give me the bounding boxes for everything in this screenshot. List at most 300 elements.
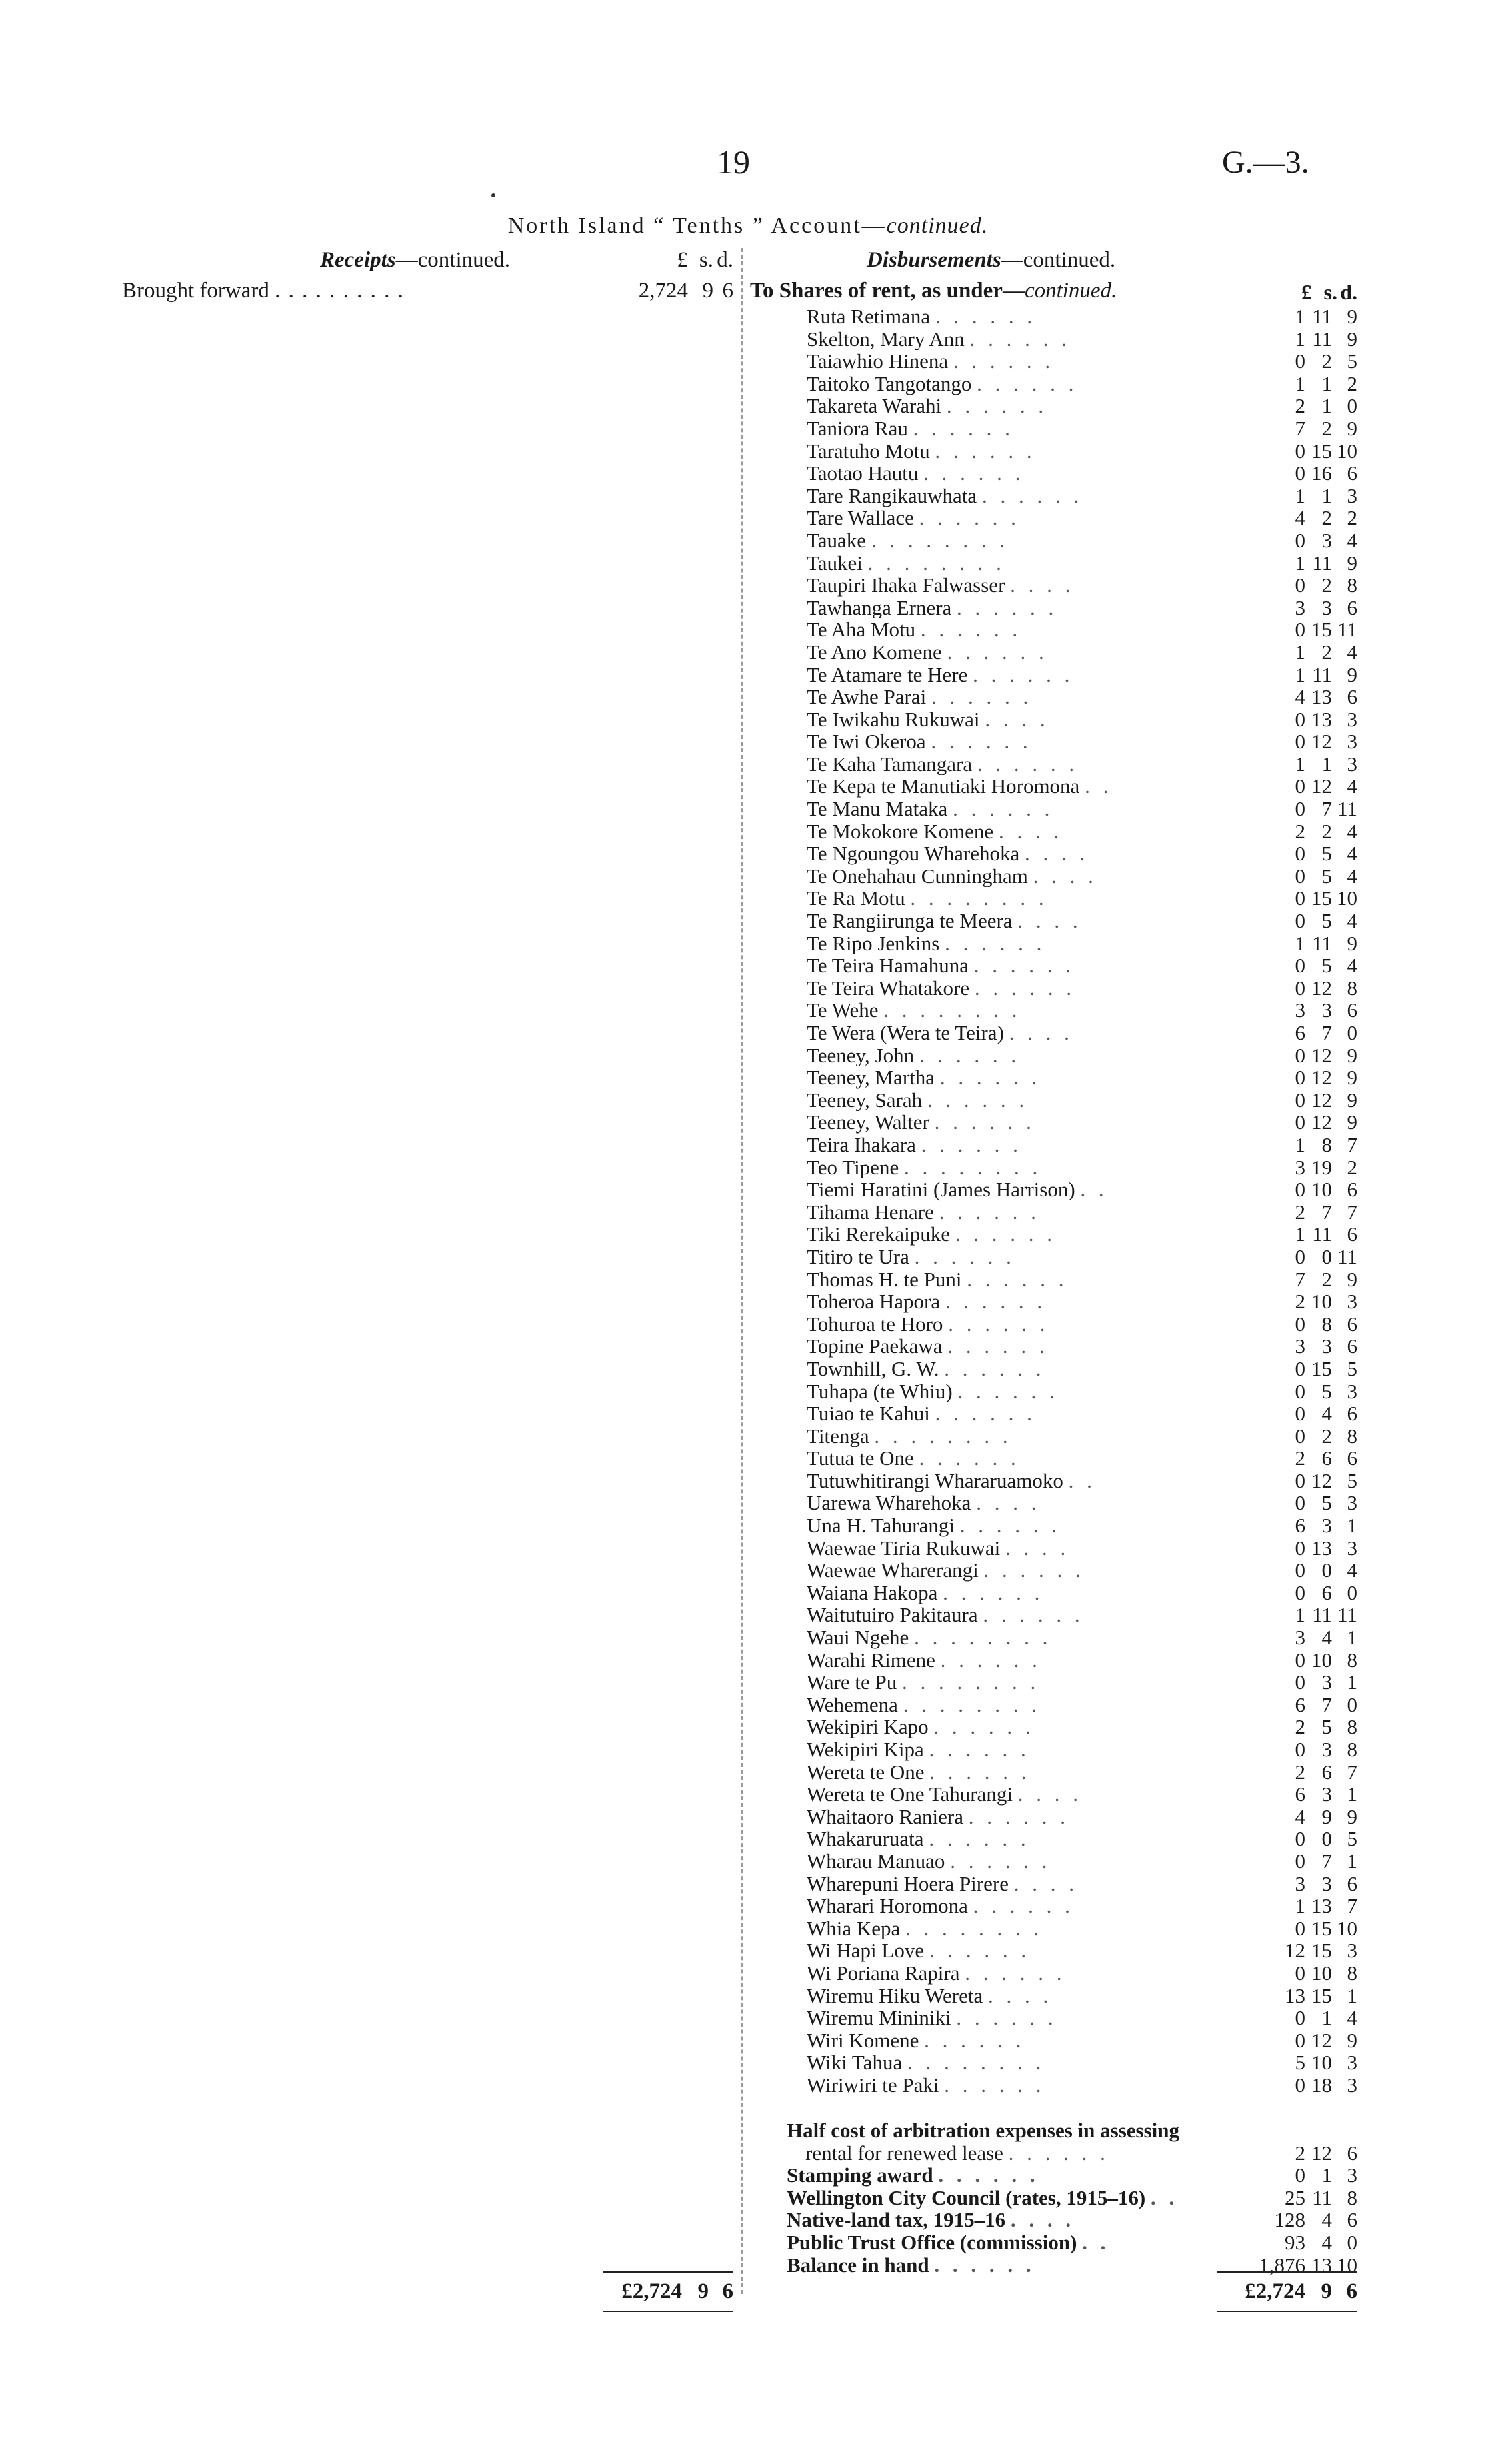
- amount-shillings: 9: [1321, 1804, 1332, 1828]
- amount: [1231, 1626, 1357, 1649]
- table-row: [807, 1761, 1357, 1784]
- payee-name: [807, 910, 1231, 932]
- payee-name: [807, 999, 1231, 1022]
- amount: [1231, 1178, 1357, 1201]
- table-row: [807, 798, 1357, 820]
- disbursements-heading-label: Disbursements: [867, 248, 1001, 272]
- amount: [1231, 842, 1357, 865]
- payee-name-text: Skelton, Mary Ann: [807, 327, 965, 351]
- leader-dots: . . . . . .: [934, 2253, 1035, 2277]
- payee-name-text: Te Iwikahu Rukuwai: [807, 708, 980, 731]
- payee-name-text: Taukei: [807, 551, 863, 575]
- amount: [1231, 1268, 1357, 1291]
- payee-name-text: Townhill, G. W.: [807, 1357, 939, 1380]
- table-row: [787, 2254, 1357, 2277]
- amount-pence: 1: [1347, 1670, 1357, 1694]
- amount-pence: 3: [1347, 1491, 1357, 1515]
- amount-pounds: 1: [1295, 1222, 1305, 1246]
- amount-shillings: 15: [1311, 1983, 1332, 2007]
- amount-shillings: 5: [1321, 842, 1332, 866]
- amount: [1231, 2051, 1357, 2074]
- amount-pence: 6: [1347, 1446, 1357, 1470]
- amount: [1231, 507, 1357, 529]
- payee-name-text: Teira Ihakara: [807, 1133, 916, 1156]
- table-row: [807, 1089, 1357, 1112]
- amount-shillings: 11: [1312, 1222, 1332, 1246]
- leader-dots: . . . . . .: [913, 417, 1014, 440]
- page-title: [0, 213, 1496, 239]
- leader-dots: . .: [1080, 1178, 1108, 1201]
- leader-dots: . . . . . .: [947, 1335, 1049, 1358]
- amount: [1231, 350, 1357, 373]
- amount-pence: 4: [1347, 774, 1357, 798]
- amount-pounds: 0: [1295, 864, 1305, 888]
- amount-pounds: 0: [1295, 1491, 1305, 1515]
- payee-name: [807, 2029, 1231, 2052]
- leader-dots: . . . . . .: [935, 439, 1036, 463]
- payee-name-text: Balance in hand: [787, 2253, 929, 2277]
- payee-name-text: Tawhanga Ernera: [807, 596, 952, 619]
- payee-name-text: Te Atamare te Here: [807, 663, 968, 686]
- leader-dots: . .: [1150, 2186, 1179, 2209]
- table-row: [807, 932, 1357, 955]
- payee-name-text: Whia Kepa: [807, 1917, 901, 1940]
- amount-pounds: 3: [1295, 595, 1305, 619]
- amount-pounds: 0: [1295, 1244, 1305, 1268]
- leader-dots: . . . . . .: [967, 1268, 1068, 1291]
- payee-name: [807, 1895, 1231, 1917]
- payee-name: [807, 1828, 1231, 1850]
- amount-pounds: 0: [1295, 2163, 1305, 2187]
- table-row: [807, 574, 1357, 597]
- table-row: [807, 1358, 1357, 1380]
- amount-pence: 3: [1347, 1379, 1357, 1403]
- leader-dots: . . . . . .: [983, 1604, 1084, 1627]
- leader-dots: . . . . . .: [977, 752, 1079, 776]
- amount-pounds: 0: [1295, 1110, 1305, 1134]
- amount: [1231, 1559, 1357, 1582]
- payee-name: [807, 730, 1231, 753]
- payee-name: [787, 2231, 1231, 2254]
- payee-name-text: Teeney, Sarah: [807, 1088, 923, 1112]
- table-row: [807, 1066, 1357, 1089]
- amount-shillings: 12: [1311, 774, 1332, 798]
- leader-dots: . . . . . .: [953, 798, 1054, 820]
- leader-dots: . . . . . .: [927, 1088, 1029, 1112]
- amount-pounds: 3: [1295, 1334, 1305, 1358]
- amount-pounds: 0: [1295, 1066, 1305, 1090]
- amount-pence: 0: [1347, 1580, 1357, 1604]
- disbursements-heading-continued: —continued.: [1001, 248, 1116, 272]
- payee-name: [807, 305, 1231, 328]
- amount-shillings: 15: [1311, 1356, 1332, 1380]
- amount: [1231, 1514, 1357, 1537]
- amount-shillings: 12: [1311, 1468, 1332, 1492]
- amount-pounds: 7: [1295, 416, 1305, 440]
- payee-name: [807, 1089, 1231, 1112]
- table-row: [807, 1156, 1357, 1179]
- leader-dots: . . . . . .: [921, 1133, 1022, 1156]
- amount-shillings: 2: [1321, 416, 1332, 440]
- payee-name-text: Una H. Tahurangi: [807, 1514, 955, 1537]
- payee-name-text: Titiro te Ura: [807, 1245, 909, 1268]
- amount-pence: [1332, 2119, 1357, 2142]
- amount-shillings: 3: [1321, 1871, 1332, 1895]
- payee-name-text: Tauake: [807, 529, 867, 552]
- amount-pence: 3: [1347, 707, 1357, 731]
- leader-dots: . . . . . .: [939, 1200, 1040, 1224]
- amount-pence: 3: [1347, 1939, 1357, 1963]
- leader-dots: . . . . . .: [929, 1760, 1031, 1784]
- amount: [1231, 1873, 1357, 1895]
- amount-shillings: 10: [1311, 1290, 1332, 1314]
- payee-name-text: Te Teira Hamahuna: [807, 954, 969, 977]
- amount: [1231, 1201, 1357, 1224]
- amount-pounds: 1: [1295, 551, 1305, 575]
- leader-dots: . . . .: [1010, 574, 1075, 597]
- amount-shillings: 3: [1321, 595, 1332, 619]
- payee-name-text: Warahi Rimene: [807, 1648, 935, 1672]
- shares-list: [807, 305, 1357, 2097]
- payee-name: [807, 1223, 1231, 1246]
- amount-pence: 4: [1347, 819, 1357, 843]
- leader-dots: . . . . . .: [935, 1402, 1036, 1425]
- leader-dots: . . . . . .: [1008, 2141, 1109, 2165]
- payee-name-text: Te Mokokore Komene: [807, 820, 994, 843]
- amount-pence: 10: [1337, 1916, 1357, 1940]
- amount-pounds: 3: [1295, 1626, 1305, 1650]
- amount-shillings: [1305, 2119, 1332, 2142]
- amount-shillings: 2: [1321, 819, 1332, 843]
- amount: [1231, 485, 1357, 507]
- payee-name: [807, 552, 1231, 575]
- amount-pounds: 6: [1295, 1782, 1305, 1806]
- amount-pence: 9: [1347, 1043, 1357, 1067]
- payee-name-text: Wiki Tahua: [807, 2051, 903, 2074]
- payee-name: [807, 2051, 1231, 2074]
- amount-shillings: 5: [1321, 1715, 1332, 1739]
- payee-name: [807, 1044, 1231, 1067]
- amount: [1231, 1939, 1357, 1962]
- payee-name-text: Native-land tax, 1915–16: [787, 2209, 1006, 2231]
- payee-name: [807, 1358, 1231, 1380]
- payee-name-text: Te Ano Komene: [807, 640, 942, 664]
- payee-name-text: Wiri Komene: [807, 2029, 919, 2052]
- table-row: [807, 1514, 1357, 1537]
- amount: [1231, 2074, 1357, 2097]
- amount-pence: 8: [1347, 1738, 1357, 1761]
- amount-pence: 6: [1347, 1402, 1357, 1426]
- payee-name-text: Teeney, Walter: [807, 1111, 929, 1134]
- payee-name-text: Uarewa Wharehoka: [807, 1492, 971, 1515]
- receipts-col-pence: d.: [717, 248, 733, 272]
- leader-dots: . . . . . .: [934, 1111, 1035, 1134]
- payee-name: [787, 2119, 1231, 2142]
- amount-pence: 6: [1347, 2141, 1357, 2165]
- expenses-list: [787, 2119, 1357, 2276]
- leader-dots: . .: [1068, 1469, 1096, 1492]
- table-row: [807, 1425, 1357, 1448]
- amount-shillings: 4: [1321, 2230, 1332, 2254]
- payee-name-text: Taiawhio Hinena: [807, 350, 949, 373]
- payee-name: [807, 798, 1231, 820]
- payee-name-text: Toheroa Hapora: [807, 1290, 941, 1313]
- amount: [1231, 1895, 1357, 1917]
- amount-pence: 8: [1347, 573, 1357, 597]
- amount: [1231, 2164, 1357, 2187]
- table-row: [807, 1178, 1357, 1201]
- amount-shillings: 13: [1311, 685, 1332, 709]
- amount-pence: 6: [1347, 1222, 1357, 1246]
- brought-forward-amount: [620, 279, 733, 303]
- amount-pounds: 93: [1285, 2230, 1305, 2254]
- payee-name-text: Te Ripo Jenkins: [807, 932, 940, 955]
- table-row: [807, 462, 1357, 485]
- payee-name-text: Takareta Warahi: [807, 395, 942, 417]
- amount: [1231, 1716, 1357, 1738]
- amount-pounds: 1: [1295, 305, 1305, 328]
- amount-pounds: 0: [1295, 1312, 1305, 1336]
- amount-shillings: 11: [1312, 931, 1332, 955]
- amount-pounds: 4: [1295, 1804, 1305, 1828]
- payee-name: [807, 1022, 1231, 1044]
- payee-name-text: Wekipiri Kipa: [807, 1738, 924, 1761]
- amount-pence: 8: [1347, 1715, 1357, 1739]
- payee-name: [807, 1156, 1231, 1179]
- payee-name: [807, 328, 1231, 351]
- disbursements-col-pounds: £: [1301, 280, 1312, 304]
- amount: [1231, 999, 1357, 1022]
- payee-name-text: Wharepuni Hoera Pirere: [807, 1872, 1009, 1895]
- payee-name: [807, 462, 1231, 485]
- amount-shillings: 10: [1311, 1648, 1332, 1672]
- amount-pence: 5: [1347, 1356, 1357, 1380]
- amount: [1231, 641, 1357, 664]
- payee-name-text: Wi Poriana Rapira: [807, 1961, 960, 1985]
- table-row: [807, 1447, 1357, 1470]
- amount-shillings: 6: [1321, 1446, 1332, 1470]
- amount: [1231, 2142, 1357, 2165]
- amount-pence: 2: [1347, 506, 1357, 530]
- payee-name: [807, 2007, 1231, 2029]
- payee-name: [807, 1492, 1231, 1514]
- leader-dots: . . . .: [998, 820, 1063, 843]
- disbursements-column-headers: [1237, 280, 1357, 305]
- payee-name: [807, 1268, 1231, 1291]
- amount-shillings: 15: [1311, 886, 1332, 910]
- amount-pounds: 0: [1295, 797, 1305, 821]
- payee-name-text: Te Kaha Tamangara: [807, 752, 973, 776]
- amount-shillings: 7: [1321, 1692, 1332, 1716]
- amount-shillings: 2: [1321, 506, 1332, 530]
- receipts-col-shillings: s.: [699, 248, 713, 272]
- payee-name: [807, 1939, 1231, 1962]
- table-row: [787, 2209, 1357, 2231]
- amount-pounds: 0: [1295, 886, 1305, 910]
- amount: [1231, 305, 1357, 328]
- amount-pence: 5: [1347, 349, 1357, 373]
- receipts-total-rule: [603, 2271, 733, 2273]
- table-row: [807, 529, 1357, 552]
- amount-pounds: 0: [1295, 774, 1305, 798]
- leader-dots: . . . .: [976, 1492, 1041, 1515]
- amount-shillings: 2: [1321, 1267, 1332, 1291]
- leader-dots: . . . . . .: [974, 976, 1076, 1000]
- payee-name-text: Te Ra Motu: [807, 887, 905, 910]
- amount: [1231, 753, 1357, 776]
- amount: [1231, 328, 1357, 351]
- amount-pounds: 1: [1295, 931, 1305, 955]
- document-reference: G.—3.: [1222, 145, 1309, 180]
- payee-name: [807, 1850, 1231, 1873]
- table-row: [807, 1380, 1357, 1403]
- payee-name-text: Half cost of arbitration expenses in assessing: [787, 2119, 1179, 2142]
- table-row: [787, 2142, 1357, 2165]
- amount-shillings: 5: [1321, 909, 1332, 933]
- leader-dots: . . . . . .: [935, 305, 1037, 328]
- amount-pence: 6: [1347, 2208, 1357, 2232]
- payee-name-text: Te Awhe Parai: [807, 686, 927, 708]
- disbursements-total-rule: [1217, 2271, 1357, 2273]
- amount-pounds: 3: [1295, 998, 1305, 1022]
- amount-pounds: 4: [1295, 506, 1305, 530]
- amount-pence: 0: [1347, 394, 1357, 418]
- disbursements-col-pence: d.: [1340, 280, 1357, 304]
- amount: [1231, 1694, 1357, 1716]
- amount: [1231, 932, 1357, 955]
- payee-name: [807, 1290, 1231, 1313]
- amount-pounds: 2: [1295, 1200, 1305, 1224]
- payee-name-text: Te Kepa te Manutiaki Horomona: [807, 775, 1080, 798]
- table-row: [807, 910, 1357, 932]
- amount-shillings: 7: [1321, 1849, 1332, 1873]
- table-row: [807, 954, 1357, 977]
- amount-pence: 1: [1347, 1782, 1357, 1806]
- amount-pence: 6: [722, 279, 733, 303]
- payee-name-text: Wekipiri Kapo: [807, 1716, 929, 1738]
- payee-name-text: Waui Ngehe: [807, 1626, 909, 1649]
- leader-dots: . . . . . .: [929, 1738, 1030, 1761]
- amount-pence: 9: [1347, 551, 1357, 575]
- payee-name: [807, 708, 1231, 731]
- amount-shillings: 11: [1312, 2185, 1332, 2209]
- leader-dots: . . . . . .: [973, 663, 1074, 686]
- amount: [1231, 395, 1357, 417]
- leader-dots: . . . .: [988, 1984, 1053, 2007]
- table-row: [807, 485, 1357, 507]
- amount-pounds: 2: [1295, 1715, 1305, 1739]
- table-row: [807, 999, 1357, 1022]
- amount-shillings: 3: [1321, 1670, 1332, 1694]
- payee-name: [807, 820, 1231, 843]
- amount-pounds: 0: [1295, 1424, 1305, 1448]
- amount-pounds: 0: [1295, 954, 1305, 978]
- table-row: [807, 1828, 1357, 1850]
- table-row: [807, 618, 1357, 641]
- payee-name-text: Stamping award: [787, 2164, 933, 2187]
- amount-pounds: 0: [1295, 2006, 1305, 2030]
- payee-name-text: Waewae Tiria Rukuwai: [807, 1536, 1001, 1560]
- amount-shillings: 4: [1321, 1402, 1332, 1426]
- payee-name: [807, 1111, 1231, 1134]
- amount-pounds: 0: [1295, 618, 1305, 642]
- leader-dots: . . . . . . . .: [874, 1424, 1012, 1448]
- payee-name-text: Te Rangiirunga te Meera: [807, 910, 1013, 932]
- payee-name-text: Wi Hapi Love: [807, 1939, 925, 1962]
- amount-pounds: 0: [1295, 1961, 1305, 1985]
- receipts-total-double-rule: [603, 2311, 733, 2317]
- payee-name: [807, 1671, 1231, 1694]
- payee-name-text: Te Iwi Okeroa: [807, 730, 926, 753]
- amount: [1231, 708, 1357, 731]
- amount: [1231, 1447, 1357, 1470]
- amount-shillings: 2: [1321, 349, 1332, 373]
- amount-shillings: 13: [1311, 1894, 1332, 1918]
- amount-pence: 9: [1347, 327, 1357, 351]
- table-row: [807, 753, 1357, 776]
- amount-pence: 3: [1347, 2163, 1357, 2187]
- amount: [1231, 887, 1357, 910]
- leader-dots: . . . . . . . .: [903, 1693, 1041, 1716]
- amount-pence: 7: [1347, 1894, 1357, 1918]
- table-row: [807, 2051, 1357, 2074]
- table-row: [807, 1985, 1357, 2007]
- leader-dots: . . . . . . . .: [867, 551, 1005, 575]
- payee-name-text: Tare Rangikauwhata: [807, 484, 977, 507]
- amount-pounds: 1: [1295, 371, 1305, 395]
- amount-pence: 8: [1347, 1648, 1357, 1672]
- amount-pounds: 2: [1295, 1760, 1305, 1784]
- payee-name-text: Waewae Wharerangi: [807, 1559, 979, 1582]
- payee-name-text: Wharari Horomona: [807, 1895, 968, 1917]
- payee-name: [807, 664, 1231, 686]
- table-row: [807, 1716, 1357, 1738]
- leader-dots: . . . . . .: [955, 1223, 1056, 1246]
- leader-dots: . . . . . .: [945, 1290, 1047, 1313]
- amount: [1231, 1156, 1357, 1179]
- table-row: [807, 686, 1357, 708]
- payee-name-text: Wiriwiri te Paki: [807, 2073, 939, 2097]
- amount-shillings: 0: [1321, 1244, 1332, 1268]
- amount-shillings: 5: [1321, 1491, 1332, 1515]
- payee-name-text: Taotao Hautu: [807, 462, 919, 485]
- payee-name: [787, 2142, 1231, 2165]
- table-row: [807, 1962, 1357, 1985]
- table-row: [787, 2187, 1357, 2209]
- amount-pence: 2: [1347, 1155, 1357, 1179]
- amount: [1231, 440, 1357, 463]
- amount-pounds: 4: [1295, 685, 1305, 709]
- table-row: [807, 350, 1357, 373]
- table-row: [807, 1806, 1357, 1828]
- shares-of-rent-text: To Shares of rent, as under—: [750, 279, 1025, 303]
- amount: [1231, 462, 1357, 485]
- amount-pence: 11: [1337, 1603, 1357, 1627]
- table-row: [807, 1895, 1357, 1917]
- payee-name: [807, 1582, 1231, 1604]
- leader-dots: . . . . . . . .: [914, 1626, 1052, 1649]
- amount-pence: 1: [1347, 1983, 1357, 2007]
- payee-name: [807, 1962, 1231, 1985]
- amount-pounds: 1: [1295, 1132, 1305, 1156]
- table-row: [807, 730, 1357, 753]
- payee-name: [807, 954, 1231, 977]
- leader-dots: . . . . . .: [924, 2029, 1025, 2052]
- amount-pounds: 2: [1295, 2141, 1305, 2165]
- amount: [1231, 775, 1357, 798]
- amount-pence: 11: [1337, 618, 1357, 642]
- amount-shillings: 13: [1311, 2253, 1332, 2277]
